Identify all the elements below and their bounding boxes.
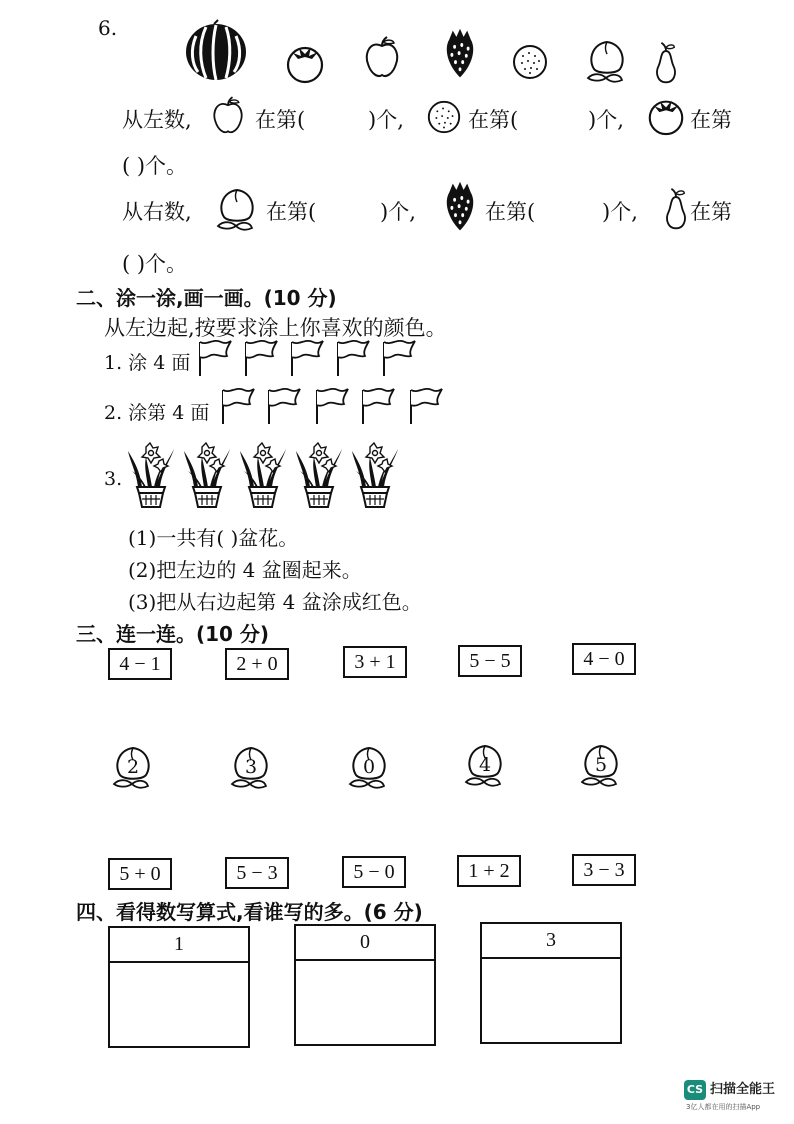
peach-value: 0 — [362, 756, 376, 778]
sub-question: (1)一共有( )盆花。 — [128, 526, 299, 550]
flag-icon[interactable] — [289, 338, 325, 378]
tomato-icon — [645, 94, 687, 136]
scanner-app-name: 扫描全能王 — [710, 1082, 776, 1097]
sub-question: (3)把从右边起第 4 盆涂成红色。 — [128, 590, 422, 614]
flag-icon[interactable] — [360, 386, 396, 426]
pear-icon — [662, 186, 690, 232]
target-number: 1 — [110, 928, 248, 963]
peach-number[interactable] — [108, 742, 158, 796]
peach-number[interactable] — [460, 740, 510, 794]
left-count-line: 从左数, — [122, 108, 192, 132]
section-title: 三、连一连。(10 分) — [76, 622, 270, 646]
scanner-tagline: 3亿人都在用的扫描App — [686, 1103, 761, 1111]
expression-box[interactable]: 5 − 5 — [458, 645, 522, 677]
item-label: 2. 涂第 4 面 — [104, 402, 210, 424]
peach-number[interactable] — [226, 742, 276, 796]
flag-icon[interactable] — [381, 338, 417, 378]
expression-box[interactable]: 4 − 1 — [108, 648, 172, 680]
peach-icon — [212, 184, 262, 234]
instruction: 从左边起,按要求涂上你喜欢的颜色。 — [104, 316, 447, 340]
flag-icon[interactable] — [220, 386, 256, 426]
peach-number[interactable] — [344, 742, 394, 796]
flag-icon[interactable] — [314, 386, 350, 426]
flowerpot-icon[interactable] — [182, 440, 232, 512]
peach-value: 2 — [126, 756, 140, 778]
peach-number[interactable] — [576, 740, 626, 794]
orange-icon — [510, 42, 550, 82]
flowerpot-icon[interactable] — [294, 440, 344, 512]
peach-value: 3 — [244, 756, 258, 778]
section-title: 二、涂一涂,画一画。(10 分) — [76, 286, 337, 310]
target-number: 0 — [296, 926, 434, 961]
orange-icon — [425, 98, 463, 136]
flag-icon[interactable] — [243, 338, 279, 378]
blank-text: )个, — [588, 108, 624, 132]
watermelon-icon — [184, 18, 248, 82]
scanner-watermark — [682, 1080, 790, 1120]
pear-icon — [652, 40, 680, 86]
blank-text: 在第( — [255, 108, 306, 132]
apple-icon — [210, 96, 246, 136]
expression-box[interactable]: 5 − 0 — [342, 856, 406, 888]
flag-icon[interactable] — [197, 338, 233, 378]
flag-icon[interactable] — [266, 386, 302, 426]
expression-box[interactable]: 5 + 0 — [108, 858, 172, 890]
expression-box[interactable]: 2 + 0 — [225, 648, 289, 680]
expression-box[interactable]: 3 − 3 — [572, 854, 636, 886]
flowerpot-icon[interactable] — [238, 440, 288, 512]
question-number: 6. — [98, 16, 118, 40]
blank-text: 在第 — [690, 200, 732, 224]
cs-logo-badge: CS — [684, 1080, 706, 1100]
item-label: 1. 涂 4 面 — [104, 352, 191, 374]
strawberry-icon — [442, 178, 478, 236]
flag-icon[interactable] — [408, 386, 444, 426]
strawberry-icon — [442, 26, 478, 82]
flowerpot-icon[interactable] — [126, 440, 176, 512]
right-count-line: 从右数, — [122, 200, 192, 224]
section-title: 四、看得数写算式,看谁写的多。(6 分) — [76, 900, 423, 924]
answer-box[interactable] — [108, 926, 250, 1048]
blank-text: 在第( — [266, 200, 317, 224]
item-label: 3. — [104, 468, 123, 490]
peach-value: 4 — [478, 754, 492, 776]
blank-text: 在第( — [468, 108, 519, 132]
blank-text: )个, — [602, 200, 638, 224]
tomato-icon — [283, 40, 327, 84]
answer-box[interactable] — [294, 924, 436, 1046]
sub-question: (2)把左边的 4 盆圈起来。 — [128, 558, 362, 582]
expression-box[interactable]: 4 − 0 — [572, 643, 636, 675]
target-number: 3 — [482, 924, 620, 959]
blank-text: 在第 — [690, 108, 732, 132]
blank-text: ( )个。 — [122, 252, 188, 276]
expression-box[interactable]: 3 + 1 — [343, 646, 407, 678]
flowerpot-icon[interactable] — [350, 440, 400, 512]
flag-icon[interactable] — [335, 338, 371, 378]
expression-box[interactable]: 5 − 3 — [225, 857, 289, 889]
expression-box[interactable]: 1 + 2 — [457, 855, 521, 887]
apple-icon — [362, 36, 402, 80]
blank-text: ( )个。 — [122, 154, 188, 178]
answer-box[interactable] — [480, 922, 622, 1044]
blank-text: )个, — [380, 200, 416, 224]
peach-icon — [582, 36, 632, 86]
blank-text: )个, — [368, 108, 404, 132]
blank-text: 在第( — [485, 200, 536, 224]
peach-value: 5 — [594, 754, 608, 776]
